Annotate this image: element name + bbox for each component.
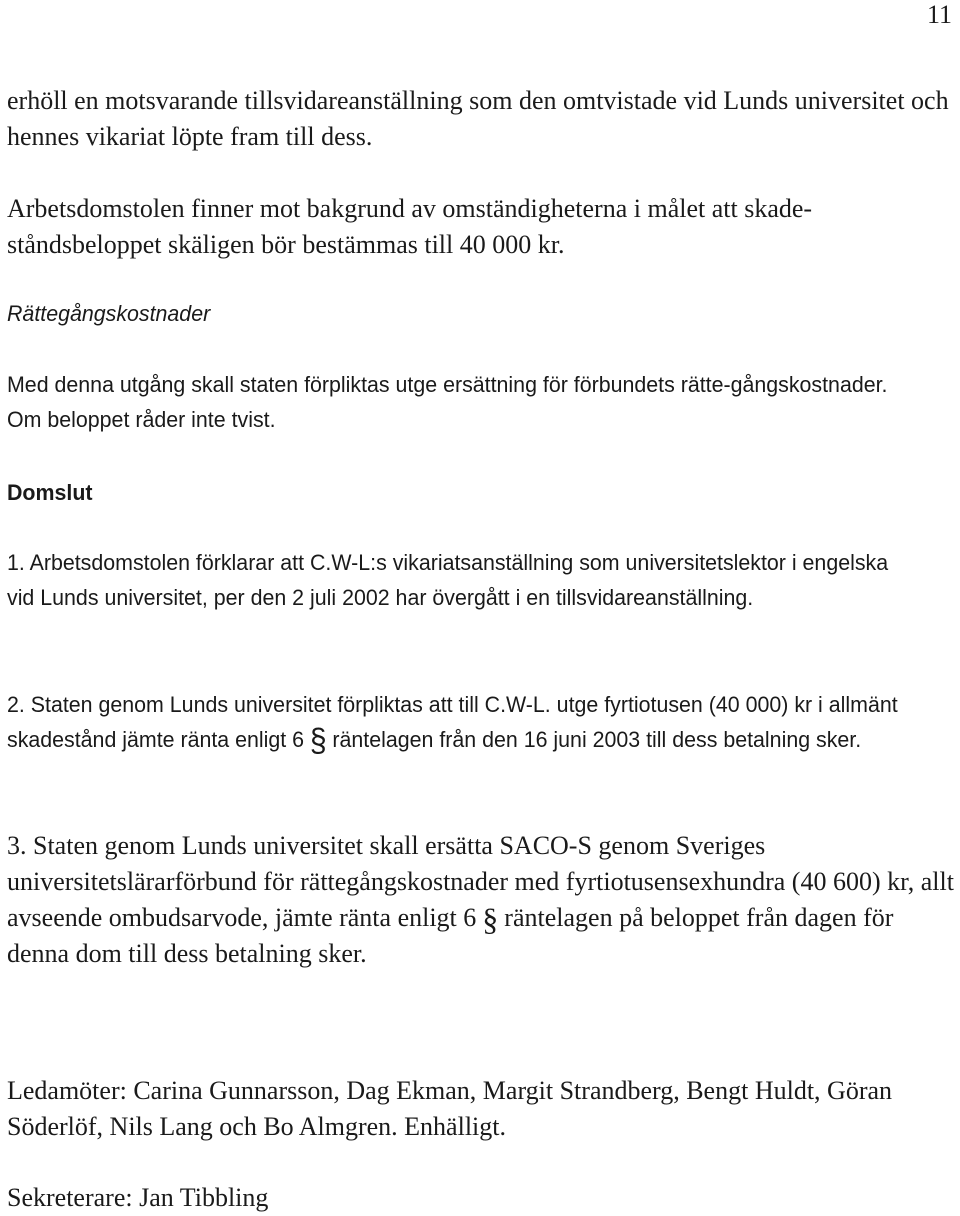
judgment-item-3-text-b: räntelagen på beloppet från dagen för denna dom till dess betalning sker. bbox=[7, 903, 894, 968]
judgment-item-1: 1. Arbetsdomstolen förklarar att C.W-L:s vikariatsanställning som universitetslektor i engelska vid Lunds universitet, per den 2 juli 2002 har övergått i en tillsvidareanställning. bbox=[7, 550, 889, 610]
section-mark: § bbox=[309, 722, 327, 758]
paragraph-continuation: erhöll en motsvarande tillsvidareanställning som den omtvistade vid Lunds universitet och hennes vikariat löpte fram till dess. bbox=[7, 86, 949, 151]
page-number: 11 bbox=[926, 0, 952, 29]
judgment-item-2-text-b: räntelagen från den 16 juni 2003 till dess betalning sker. bbox=[332, 727, 862, 752]
paragraph-legal-costs: Med denna utgång skall staten förpliktas utge ersättning för förbundets rätte-gångskostnader. Om beloppet råder inte tvist. bbox=[7, 372, 888, 432]
paragraph-damages: Arbetsdomstolen finner mot bakgrund av omständigheterna i målet att skade-ståndsbeloppet skäligen bör bestämmas till 40 000 kr. bbox=[7, 194, 813, 259]
judgment-item-3 bbox=[7, 828, 955, 972]
judgment-item-2 bbox=[7, 687, 908, 757]
heading-legal-costs: Rättegångskostnader bbox=[7, 301, 211, 326]
heading-judgment: Domslut bbox=[7, 480, 93, 505]
court-members: Ledamöter: Carina Gunnarsson, Dag Ekman, Margit Strandberg, Bengt Huldt, Göran Söderlöf, Nils Lang och Bo Almgren. Enhälligt. bbox=[7, 1076, 893, 1141]
judgment-item-3-text-a: 3. Staten genom Lunds universitet skall ersätta SACO-S genom Sveriges universitetslärarförbund för rättegångskostnader med fyrtiotusensexhundra (40 600) kr, allt avseende ombudsarvode, jämte ränta enligt 6 bbox=[7, 831, 954, 932]
section-mark: § bbox=[482, 901, 499, 937]
judgment-item-2-text-a: 2. Staten genom Lunds universitet förpliktas att till C.W-L. utge fyrtiotusen (40 000) kr i allmänt skadestånd jämte ränta enligt 6 bbox=[7, 692, 898, 752]
court-secretary: Sekreterare: Jan Tibbling bbox=[7, 1183, 269, 1212]
